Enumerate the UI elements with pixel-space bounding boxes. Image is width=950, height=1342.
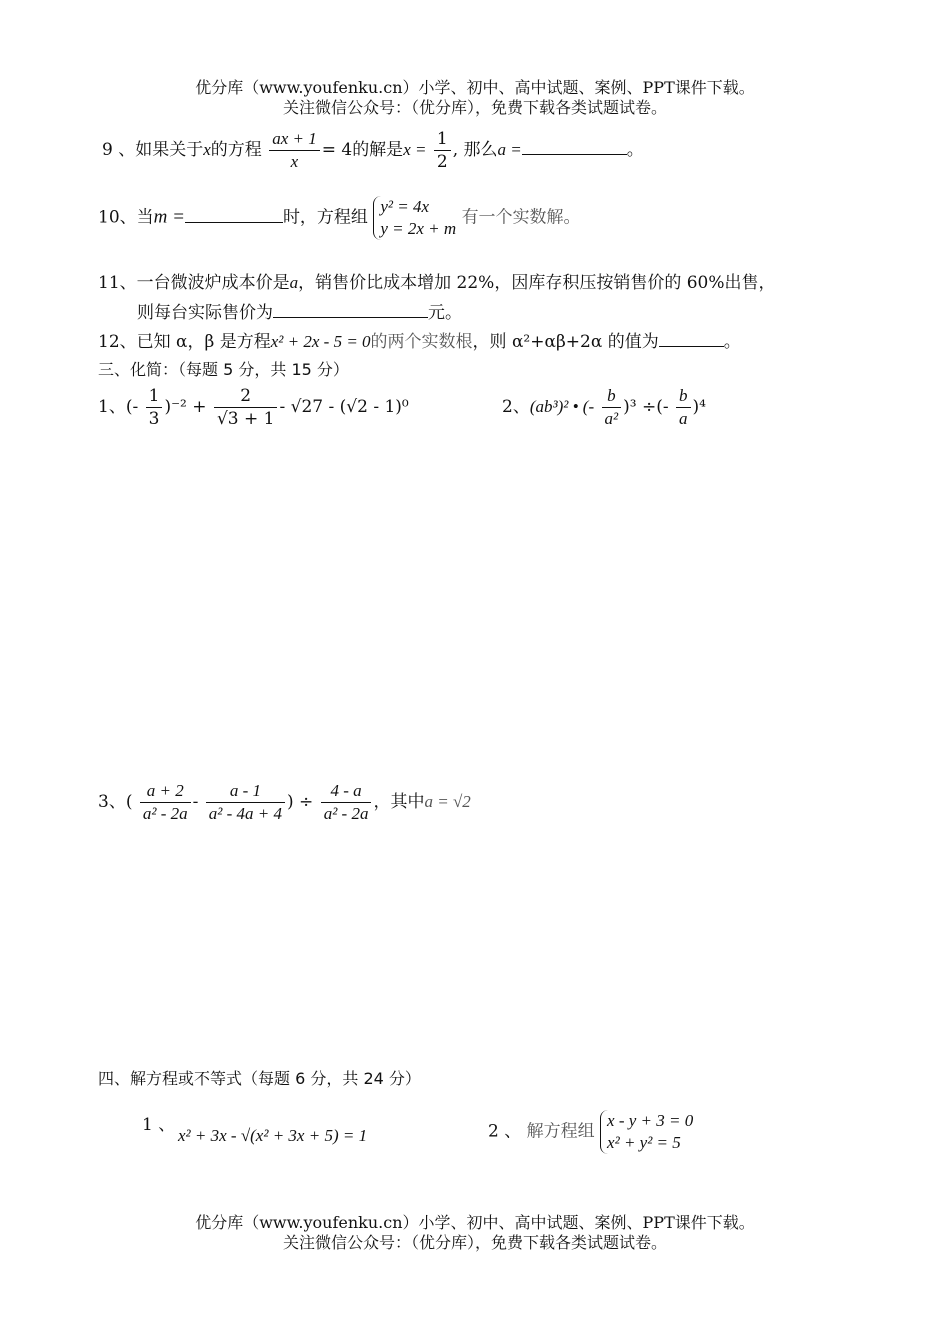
q10-text2: 有一个实数解。: [461, 207, 581, 228]
q12-text2: ，则 α²+αβ+2α 的值为: [472, 332, 659, 352]
s4-problem-1-label: 1 、: [142, 1115, 176, 1135]
q9-half-den: 2: [434, 150, 451, 173]
header-line-2: 关注微信公众号：（优分库），免费下载各类试题试卷。: [282, 98, 667, 117]
s3-p1-frac2: [214, 385, 278, 430]
question-11-line-1: [98, 268, 776, 293]
q10-eq2: y = 2x + m: [380, 219, 457, 238]
s3-p3-n3: 4 - a: [330, 781, 362, 800]
s4-problem-1-equation: x² + 3x - √(x² + 3x + 5) = 1: [178, 1126, 368, 1145]
s3-p2-c: )⁴: [692, 397, 706, 417]
s3-p2-den2: a: [676, 407, 691, 430]
q11-answer-blank[interactable]: [273, 301, 428, 318]
q10-text1: 时，方程组: [282, 207, 368, 228]
s3-p3-frac3: [321, 780, 372, 825]
s3-p3-div: ) ÷: [287, 792, 314, 812]
section-4-title: 四、解方程或不等式（每题 6 分，共 24 分）: [98, 1069, 421, 1088]
s3-p1-den: 3: [146, 407, 163, 430]
s3-p3-label: 3、(: [98, 792, 133, 812]
q10-system: [373, 196, 456, 240]
q12-end: 。: [723, 332, 741, 352]
s4-problem-2: [488, 1110, 693, 1154]
q9-end: 。: [626, 140, 644, 160]
q9-prefix: 9 、如果关于: [102, 140, 204, 160]
s3-p1-den2: √3 + 1: [214, 407, 278, 430]
s3-p2-den: a²: [602, 407, 622, 430]
s4-p2-eq2: x² + y² = 5: [607, 1133, 681, 1152]
s3-p1-num: 1: [148, 386, 160, 406]
question-11-line-2: [137, 298, 462, 323]
q10-eq1: y² = 4x: [380, 197, 430, 216]
q10-answer-blank[interactable]: [185, 206, 283, 223]
s3-p1-open: (-: [125, 397, 139, 417]
q9-eq: = 4: [321, 140, 353, 160]
s3-p1-frac1: [146, 385, 163, 430]
s3-p3-frac1: [140, 780, 191, 825]
s3-p1-exp: )⁻² +: [164, 397, 207, 417]
footer-line-2: 关注微信公众号：（优分库），免费下载各类试题试卷。: [282, 1233, 667, 1252]
s4-p2-eq1: x - y + 3 = 0: [607, 1111, 694, 1130]
q11-line2-end: 元。: [428, 303, 462, 323]
q9-a-eq: a =: [497, 140, 522, 159]
s3-p1-rest: - √27 - (√2 - 1)⁰: [279, 397, 409, 417]
question-12: [98, 327, 741, 352]
q12-answer-blank[interactable]: [659, 330, 724, 347]
s3-p2-b: )³ ÷(-: [623, 397, 669, 417]
s3-p3-d2: a² - 4a + 4: [206, 802, 285, 825]
q11-line2: 则每台实际售价为: [137, 303, 273, 323]
s3-problem-1: [98, 385, 409, 430]
q10-m-eq: m =: [153, 206, 185, 228]
q9-den: x: [269, 150, 320, 173]
q9-half-num: 1: [436, 129, 448, 149]
s3-p3-n2: a - 1: [229, 781, 261, 800]
s3-p3-tail: ，其中: [373, 792, 425, 812]
s4-p2-system: [600, 1110, 693, 1154]
s3-p2-frac2: [676, 385, 691, 430]
s3-p1-label: 1、: [98, 397, 126, 417]
s3-p2-num2: b: [679, 386, 688, 405]
q9-fraction: [269, 128, 320, 173]
s3-p2-label: 2、: [502, 397, 530, 417]
s3-p1-num2: 2: [240, 386, 252, 406]
q9-var-x: x: [203, 140, 211, 159]
s4-p2-text: 解方程组: [526, 1121, 595, 1142]
question-10: [98, 196, 581, 240]
q9-text2: 的解是: [352, 140, 404, 160]
q11-a: a: [289, 273, 299, 292]
q9-num: ax + 1: [272, 129, 317, 148]
s3-p3-d1: a² - 2a: [140, 802, 191, 825]
q11-line1: 11、一台微波炉成本价是: [98, 273, 290, 293]
s3-p3-n1: a + 2: [146, 781, 184, 800]
q12-prefix: 12、已知 α，β 是方程: [98, 332, 271, 352]
q9-half: [434, 128, 451, 173]
s3-problem-3: [98, 780, 471, 825]
s4-p2-label: 2 、: [488, 1121, 522, 1142]
q11-line1b: ，销售价比成本增加 22%，因库存积压按销售价的 60%出售，: [298, 273, 776, 293]
header-line-1: 优分库（www.youfenku.cn）小学、初中、高中试题、案例、PPT课件下载。: [195, 78, 755, 97]
s3-problem-2: [502, 385, 706, 430]
s3-p3-cond: a = √2: [424, 792, 471, 811]
q9-x-eq: x =: [403, 140, 427, 159]
section-3-title: 三、化简：（每题 5 分，共 15 分）: [98, 360, 349, 379]
question-9: [102, 128, 644, 173]
q9-text1: 的方程: [210, 140, 262, 160]
s3-p2-num: b: [607, 386, 616, 405]
q10-prefix: 10、当: [98, 207, 154, 228]
q12-text: 的两个实数根: [370, 332, 473, 352]
q9-text3: , 那么: [452, 140, 498, 160]
s3-p2-a: (ab³)² • (-: [529, 397, 595, 416]
s3-p2-frac1: [602, 385, 622, 430]
q9-answer-blank[interactable]: [522, 138, 627, 155]
s3-p3-frac2: [206, 780, 285, 825]
q12-equation: x² + 2x - 5 = 0: [270, 332, 371, 351]
s3-p3-d3: a² - 2a: [321, 802, 372, 825]
footer-line-1: 优分库（www.youfenku.cn）小学、初中、高中试题、案例、PPT课件下载。: [195, 1213, 755, 1232]
s3-p3-minus: -: [192, 792, 199, 812]
